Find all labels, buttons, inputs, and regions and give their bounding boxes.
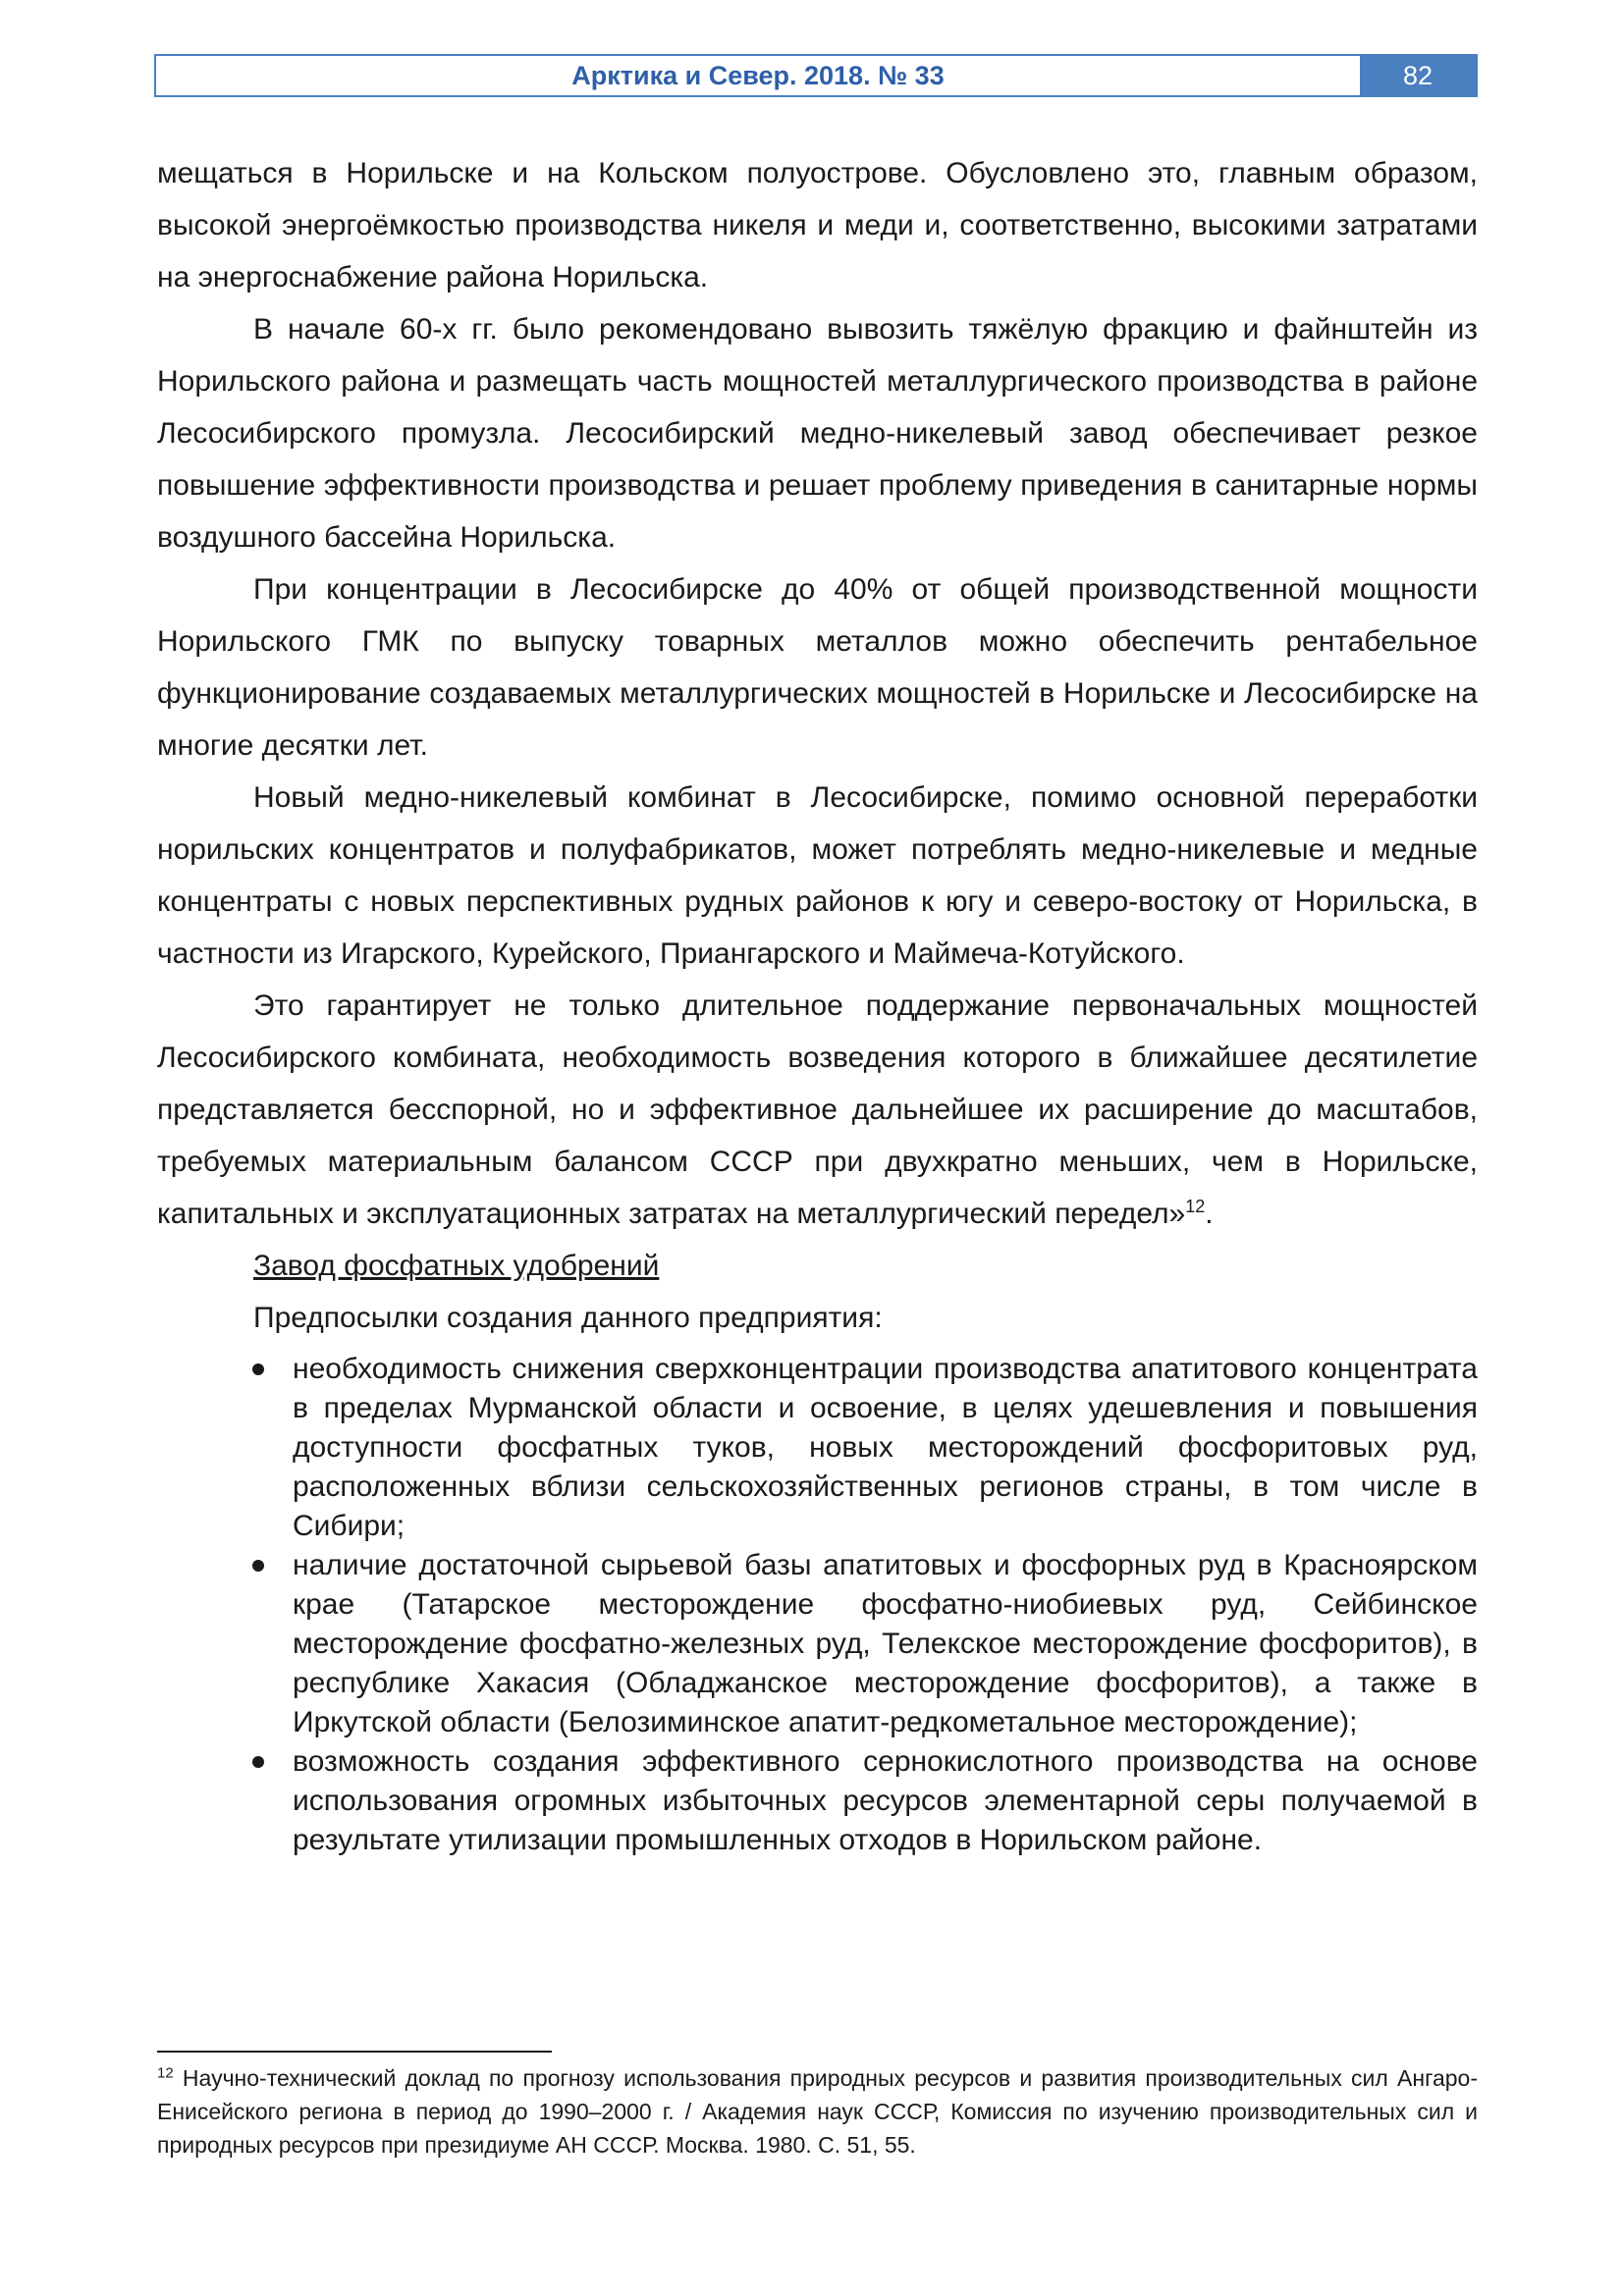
footnote-reference[interactable]: 12 [1185, 1197, 1206, 1216]
list-item-text: наличие достаточной сырьевой базы апатитовых и фосфорных руд в Красноярском крае (Татарское месторождение фосфатно-ниобиевых руд, Сейбинское месторождение фосфатно-железных руд, Телекское месторождение фосфоритов), в республике Хакасия (Обладжанское месторождение фосфоритов), а также в Иркутской области (Белозиминское апатит-редкометальное месторождение); [293, 1549, 1478, 1738]
section-subheading: Завод фосфатных удобрений [253, 1250, 660, 1282]
list-item-text: возможность создания эффективного сернокислотного производства на основе использования огромных избыточных ресурсов элементарной серы получаемой в результате утилизации промышленных отходов в Норильском районе. [293, 1745, 1478, 1856]
list-item [157, 1742, 1478, 1860]
paragraph-4: Новый медно-никелевый комбинат в Лесосибирске, помимо основной переработки норильских концентратов и полуфабрикатов, может потреблять медно-никелевые и медные концентраты с новых перспективных рудных районов к югу и северо-востоку от Норильска, в частности из Игарского, Курейского, Приангарского и Маймеча-Котуйского. [157, 781, 1478, 970]
list-item [157, 1350, 1478, 1546]
bullet-icon [252, 1560, 264, 1572]
paragraph-5 [157, 980, 1478, 1240]
main-text [157, 147, 1478, 1860]
list-item [157, 1546, 1478, 1742]
page-number: 82 [1360, 56, 1476, 95]
footnote-text: Научно-технический доклад по прогнозу использования природных ресурсов и развития производительных сил Ангаро-Енисейского региона в период до 1990–2000 г. / Академия наук СССР, Комиссия по изучению производительных сил и природных ресурсов при президиуме АН СССР. Москва. 1980. С. 51, 55. [157, 2065, 1479, 2158]
footnote-divider [157, 2051, 552, 2053]
footnote-number: 12 [157, 2064, 174, 2082]
paragraph-5-text: Это гарантирует не только длительное поддержание первоначальных мощностей Лесосибирского комбината, необходимость возведения которого в ближайшее десятилетие представляется бесспорной, но и эффективное дальнейшее их расширение до масштабов, требуемых материальным балансом СССР при двухкратно меньших, чем в Норильске, капитальных и эксплуатационных затратах на металлургический передел» [157, 989, 1478, 1230]
list-item-text: необходимость снижения сверхконцентрации производства апатитового концентрата в пределах Мурманской области и освоение, в целях удешевления и повышения доступности фосфатных туков, новых месторождений фосфоритовых руд, расположенных вблизи сельскохозяйственных регионов страны, в том числе в Сибири; [293, 1353, 1478, 1542]
prerequisites-list [157, 1350, 1478, 1860]
paragraph-1: мещаться в Норильске и на Кольском полуострове. Обусловлено это, главным образом, высокой энергоёмкостью производства никеля и меди и, соответственно, высокими затратами на энергоснабжение района Норильска. [157, 157, 1478, 294]
bullet-icon [252, 1756, 264, 1768]
paragraph-3: При концентрации в Лесосибирске до 40% от общей производственной мощности Норильского ГМК по выпуску товарных металлов можно обеспечить рентабельное функционирование создаваемых металлургических мощностей в Норильске и Лесосибирске на многие десятки лет. [157, 573, 1478, 762]
journal-header [154, 54, 1478, 97]
paragraph-2: В начале 60-х гг. было рекомендовано вывозить тяжёлую фракцию и файнштейн из Норильского района и размещать часть мощностей металлургического производства в районе Лесосибирского промузла. Лесосибирский медно-никелевый завод обеспечивает резкое повышение эффективности производства и решает проблему приведения в санитарные нормы воздушного бассейна Норильска. [157, 313, 1478, 554]
footnote [157, 2061, 1478, 2162]
list-intro: Предпосылки создания данного предприятия: [253, 1302, 883, 1334]
paragraph-5-end: . [1205, 1198, 1214, 1230]
journal-title: Арктика и Север. 2018. № 33 [571, 60, 945, 90]
bullet-icon [252, 1363, 264, 1375]
